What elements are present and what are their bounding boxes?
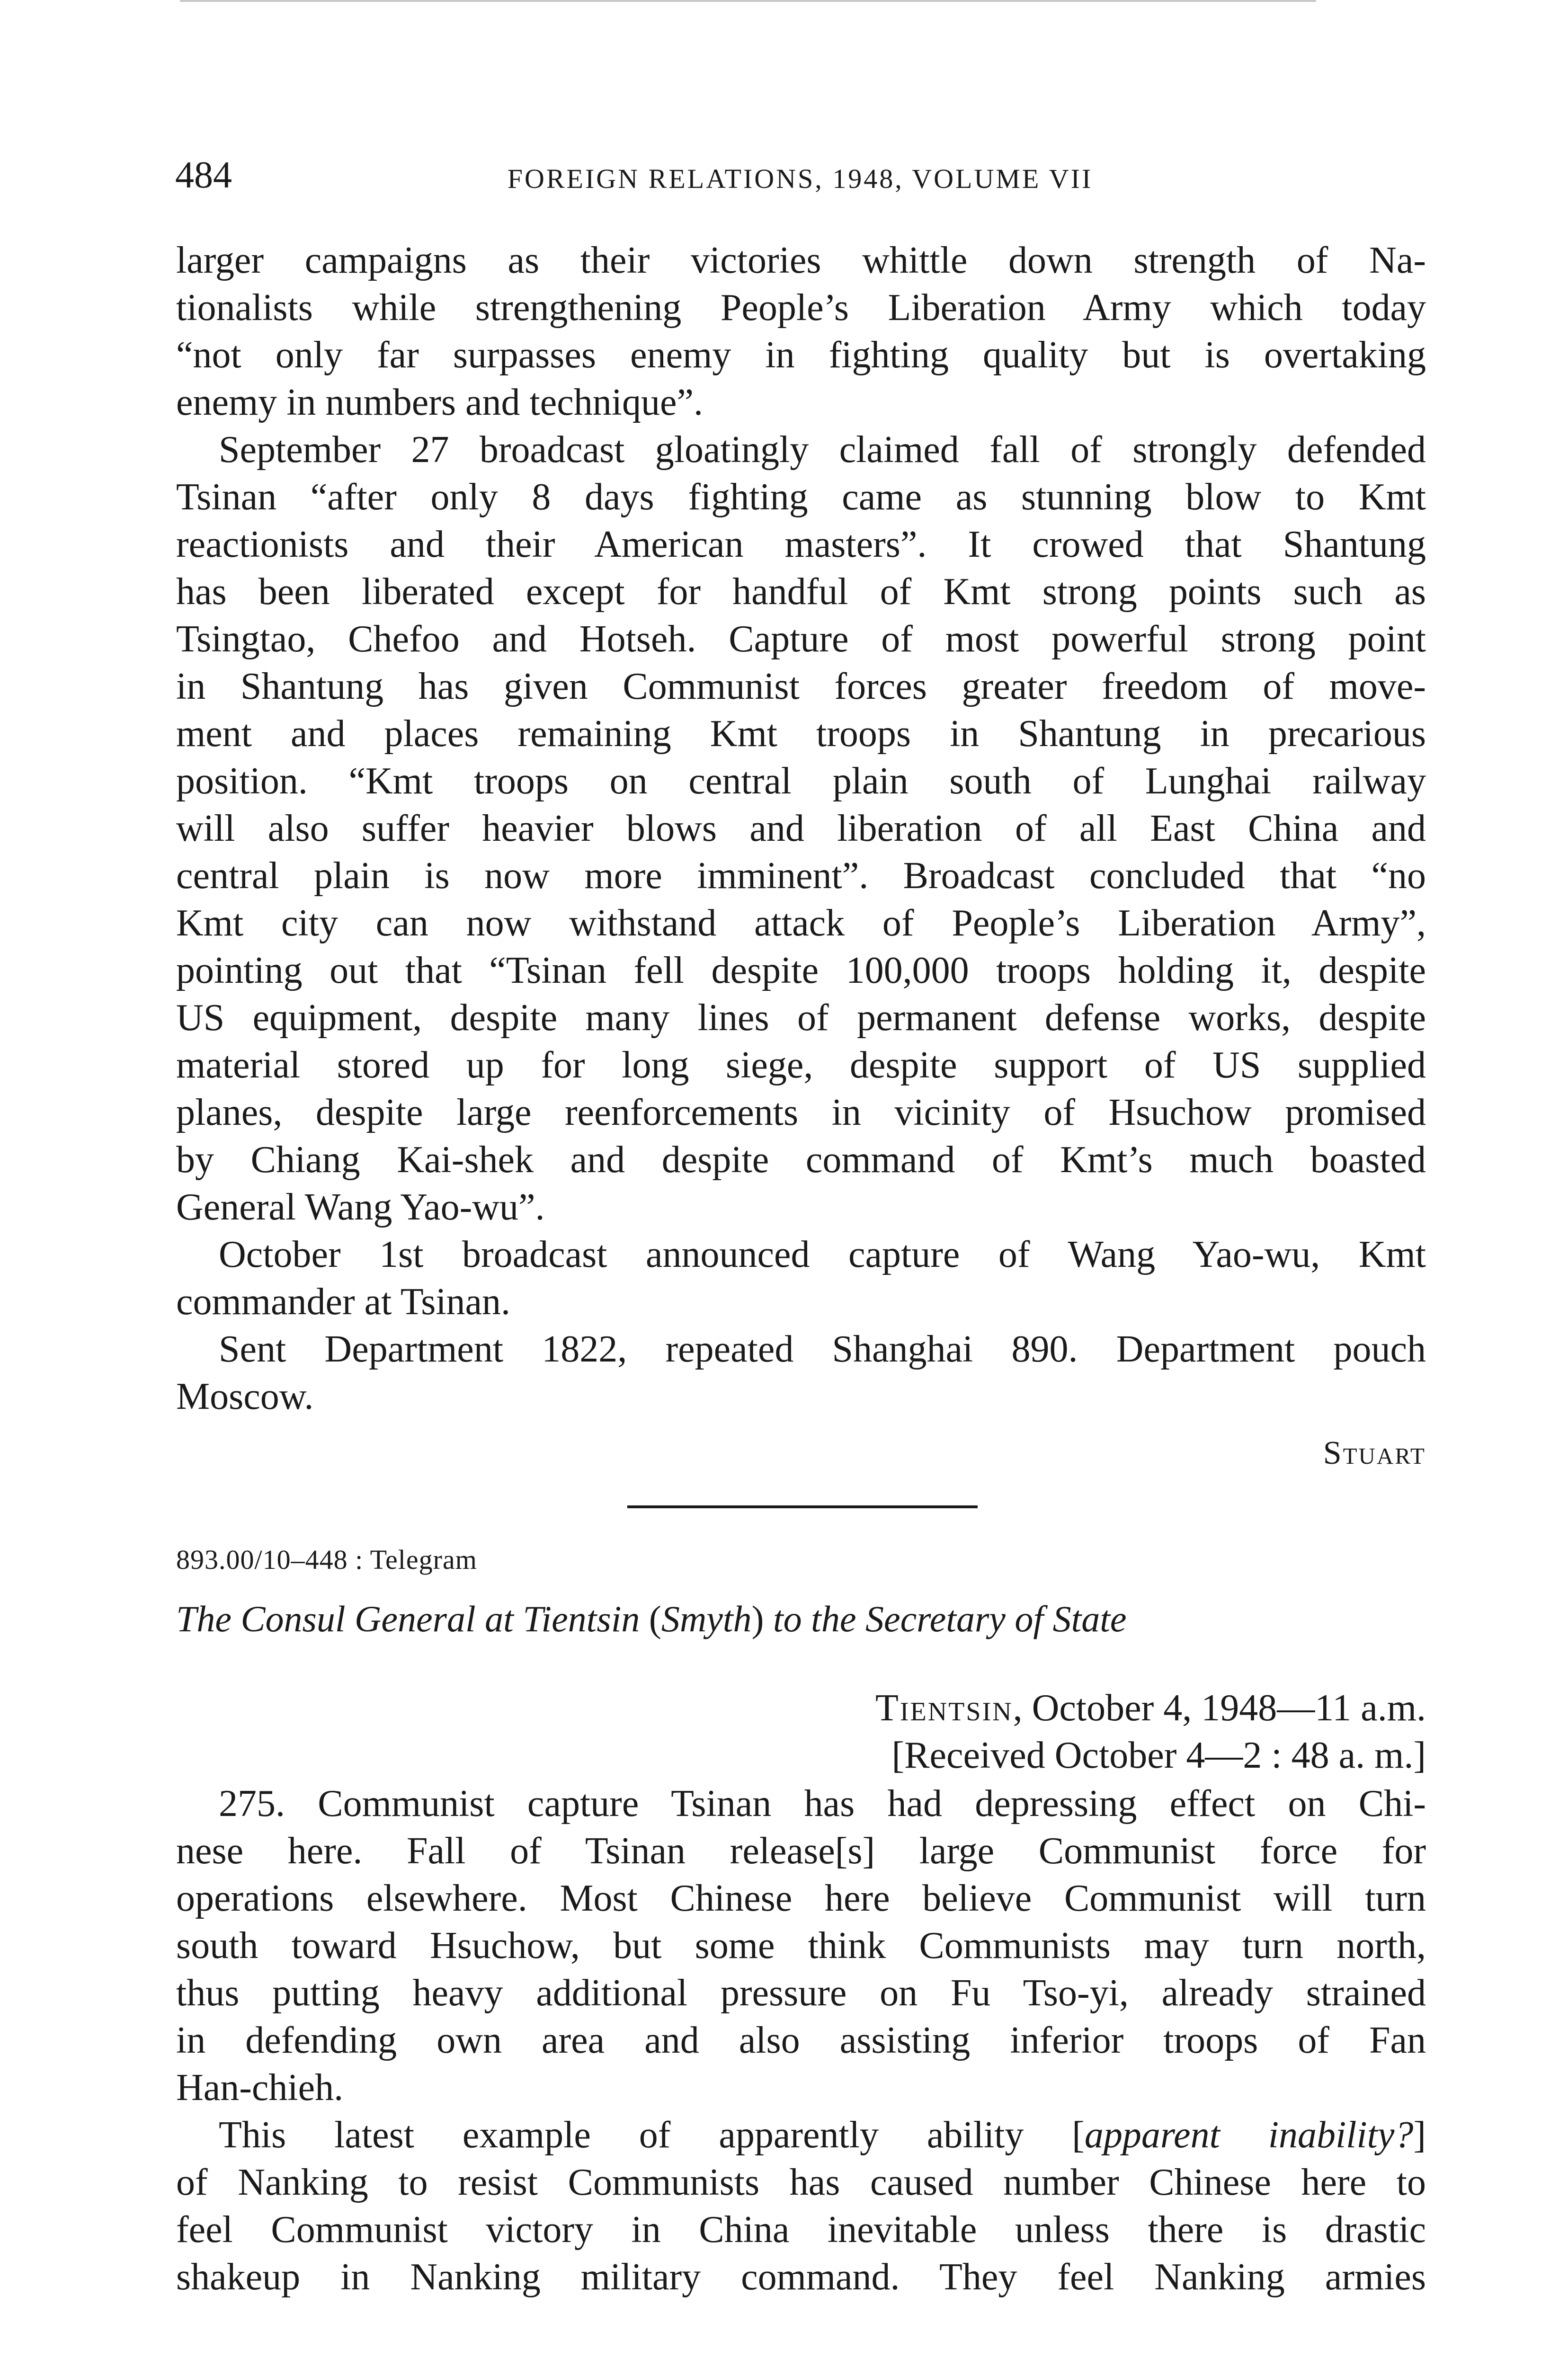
text-line: position. “Kmt troops on central plain south of Lunghai railway xyxy=(176,760,1426,802)
text-line: October 1st broadcast announced capture of Wang Yao-wu, Kmt xyxy=(219,1234,1426,1275)
text-line: material stored up for long siege, despite support of US supplied xyxy=(176,1044,1426,1086)
text-line: planes, despite large reenforcements in vicinity of Hsuchow promised xyxy=(176,1092,1426,1133)
text-line: in Shantung has given Communist forces greater freedom of move- xyxy=(176,666,1426,707)
text-line: September 27 broadcast gloatingly claimed fall of strongly defended xyxy=(219,429,1426,471)
text-line: commander at Tsinan. xyxy=(176,1281,511,1323)
text-line: General Wang Yao-wu”. xyxy=(176,1186,545,1228)
paragraph-275 xyxy=(176,1780,1426,2111)
paragraph-sent xyxy=(176,1326,1426,1420)
text-line: “not only far surpasses enemy in fighting quality but is overtaking xyxy=(176,334,1426,376)
document-title xyxy=(176,1595,1426,1643)
title-paren-open: ( xyxy=(649,1598,661,1639)
text-line: operations elsewhere. Most Chinese here believe Communist will turn xyxy=(176,1878,1426,1919)
dateline-block xyxy=(176,1684,1426,1779)
paragraph-october-1 xyxy=(176,1231,1426,1326)
text-line: Han-chieh. xyxy=(176,2067,344,2109)
text-line: shakeup in Nanking military command. They feel Nanking armies xyxy=(176,2256,1426,2298)
text-line: Tsingtao, Chefoo and Hotseh. Capture of most powerful strong point xyxy=(176,618,1426,660)
top-edge-rule xyxy=(180,0,1316,2)
text-line: ment and places remaining Kmt troops in Shantung in precarious xyxy=(176,713,1426,755)
text-line: Moscow. xyxy=(176,1376,314,1417)
page-header xyxy=(175,151,1425,199)
text-line: nese here. Fall of Tsinan release[s] large Communist force for xyxy=(176,1830,1426,1872)
text-line: US equipment, despite many lines of permanent defense works, despite xyxy=(176,997,1426,1039)
section-divider xyxy=(627,1505,978,1508)
signature: Stuart xyxy=(1323,1435,1426,1471)
page-number: 484 xyxy=(175,154,232,196)
dateline-place: Tientsin xyxy=(875,1687,1013,1729)
text-line: south toward Hsuchow, but some think Communists may turn north, xyxy=(176,1925,1426,1967)
text-line: pointing out that “Tsinan fell despite 100,000 troops holding it, despite xyxy=(176,950,1426,991)
text-line: thus putting heavy additional pressure on Fu Tso-yi, already strained xyxy=(176,1972,1426,2014)
dateline-date: , October 4, 1948—11 a.m. xyxy=(1013,1687,1426,1729)
text-segment: ] xyxy=(1413,2114,1426,2156)
text-line: in defending own area and also assisting inferior troops of Fan xyxy=(176,2020,1426,2061)
text-line xyxy=(176,2111,1426,2159)
text-line: 275. Communist capture Tsinan has had depressing effect on Chi- xyxy=(219,1783,1426,1824)
text-line: enemy in numbers and technique”. xyxy=(176,382,703,423)
text-line: Tsinan “after only 8 days fighting came as stunning blow to Kmt xyxy=(176,476,1426,518)
text-line: will also suffer heavier blows and liberation of all East China and xyxy=(176,808,1426,849)
text-line: has been liberated except for handful of Kmt strong points such as xyxy=(176,571,1426,613)
title-sender: The Consul General at Tientsin xyxy=(176,1598,640,1639)
text-line: feel Communist victory in China inevitable unless there is drastic xyxy=(176,2209,1426,2251)
text-line: of Nanking to resist Communists has caused number Chinese here to xyxy=(176,2162,1426,2203)
running-head: FOREIGN RELATIONS, 1948, VOLUME VII xyxy=(507,163,1093,194)
signature-block xyxy=(176,1430,1426,1477)
text-segment: This latest example of apparently ability [ xyxy=(219,2114,1085,2156)
dateline xyxy=(176,1684,1426,1732)
text-line: by Chiang Kai-shek and despite command of Kmt’s much boasted xyxy=(176,1139,1426,1181)
text-line: larger campaigns as their victories whittle down strength of Na- xyxy=(176,240,1426,281)
continued-paragraph xyxy=(176,237,1426,426)
text-line: tionalists while strengthening People’s Liberation Army which today xyxy=(176,287,1426,329)
title-recipient: to the Secretary of State xyxy=(773,1598,1127,1639)
text-line: Sent Department 1822, repeated Shanghai 890. Department pouch xyxy=(219,1328,1426,1370)
title-sender-name: Smyth xyxy=(661,1598,752,1639)
text-line: central plain is now more imminent”. Broadcast concluded that “no xyxy=(176,855,1426,897)
file-reference: 893.00/10–448 : Telegram xyxy=(176,1544,477,1575)
text-line: Kmt city can now withstand attack of People’s Liberation Army”, xyxy=(176,902,1426,944)
title-paren-close: ) xyxy=(751,1598,764,1639)
received-line: [Received October 4—2 : 48 a. m.] xyxy=(891,1735,1426,1776)
text-line: reactionists and their American masters”. It crowed that Shantung xyxy=(176,524,1426,565)
paragraph-september-27 xyxy=(176,426,1426,1231)
paragraph-latest-example xyxy=(176,2111,1426,2301)
bracketed-correction: apparent inability? xyxy=(1084,2114,1414,2156)
